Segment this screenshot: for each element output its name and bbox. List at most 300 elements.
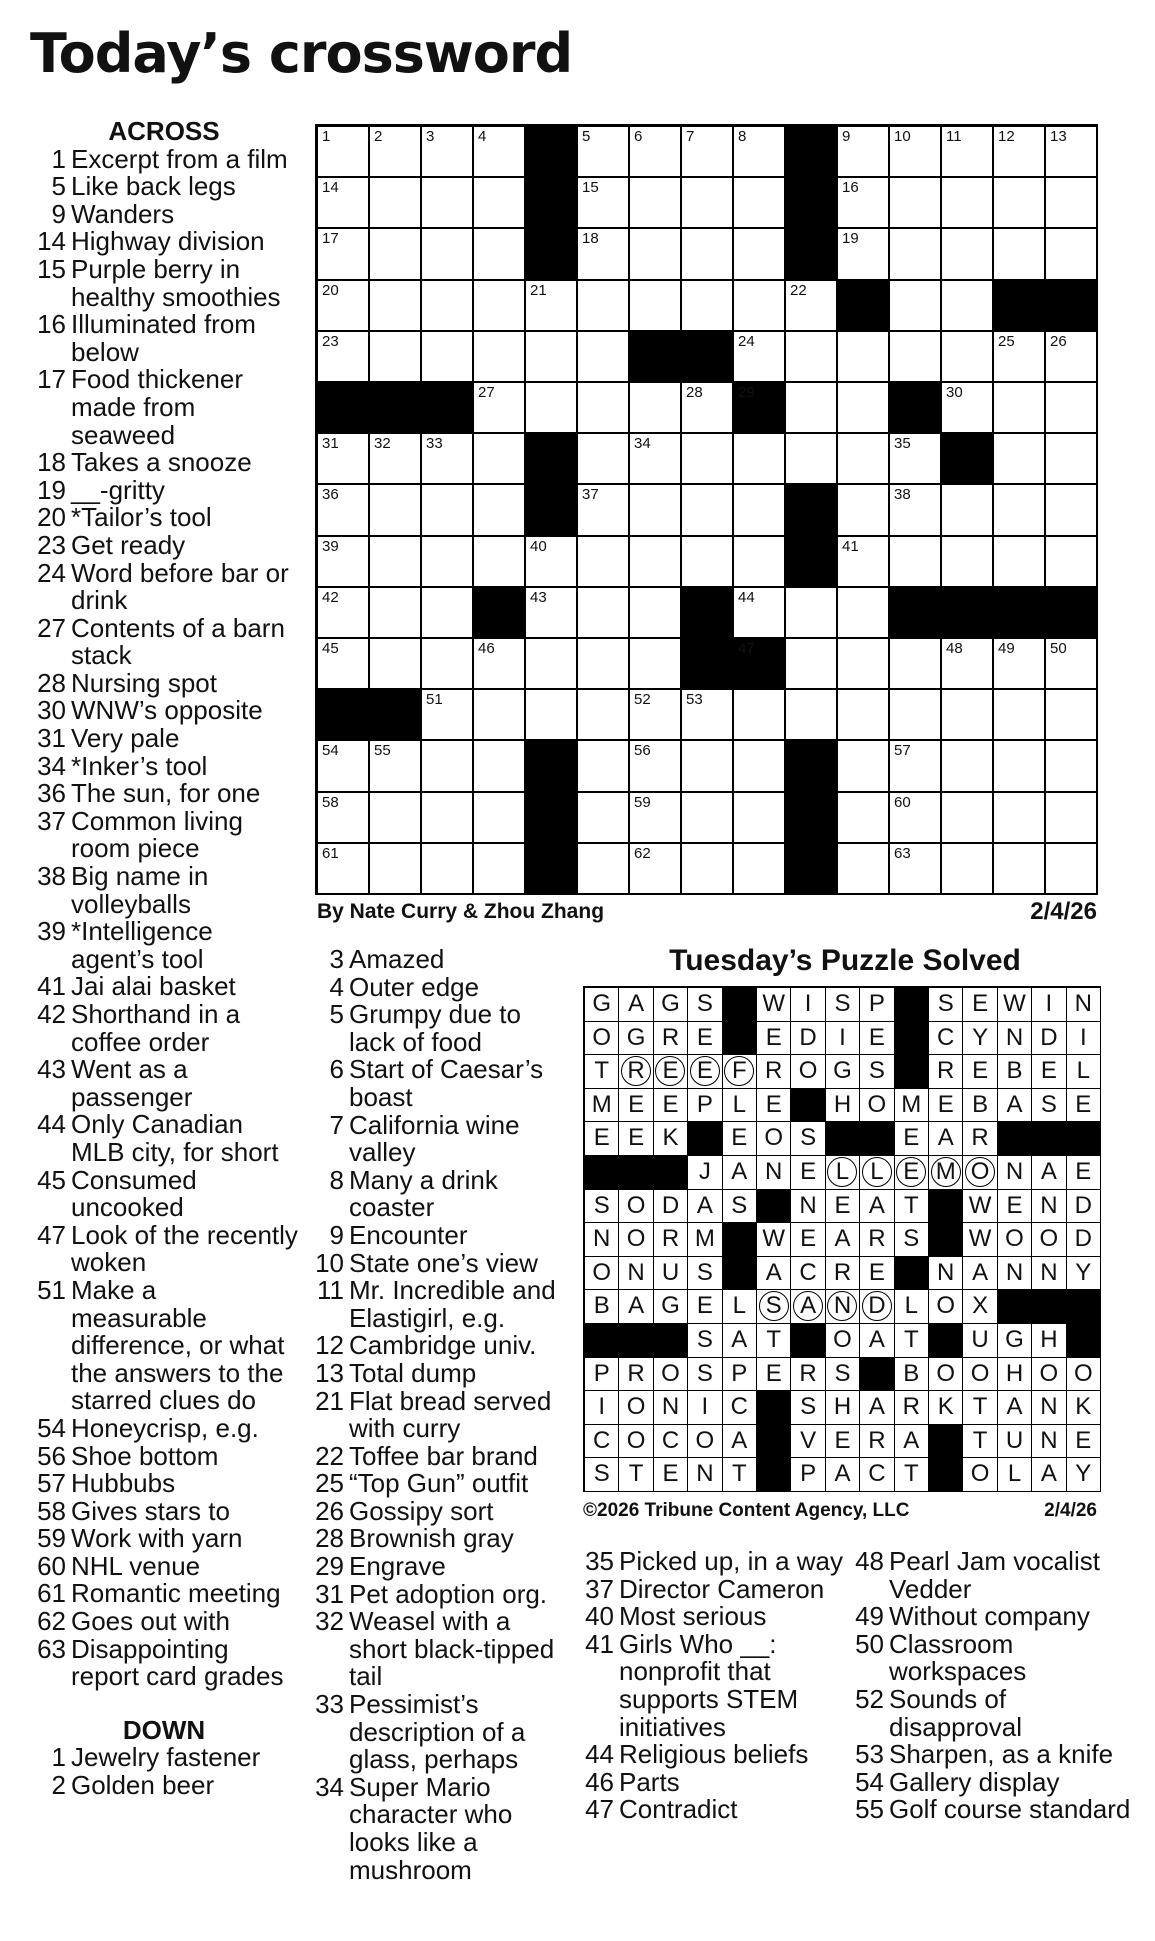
grid-cell[interactable] [994,127,1046,178]
solution-letter: U [1005,1426,1024,1454]
grid-cell[interactable] [318,434,370,485]
grid-cell[interactable] [994,229,1046,280]
grid-cell[interactable] [890,690,942,741]
solution-letter: X [972,1292,989,1320]
grid-cell[interactable] [370,537,422,588]
grid-cell[interactable] [890,281,942,332]
grid-cell[interactable] [474,332,526,383]
grid-cell[interactable] [994,793,1046,844]
grid-cell[interactable] [734,690,786,741]
grid-cell[interactable] [734,588,786,639]
solution-letter: S [903,1225,920,1253]
grid-cell[interactable] [890,332,942,383]
grid-cell[interactable] [526,537,578,588]
solution-block [654,1324,688,1358]
grid-cell[interactable] [578,434,630,485]
clue-number: 9 [329,1219,344,1250]
grid-cell[interactable] [1046,229,1098,280]
grid-cell[interactable] [630,485,682,536]
grid-cell[interactable] [994,741,1046,792]
grid-cell[interactable] [370,178,422,229]
grid-cell[interactable] [630,127,682,178]
across-clue-1 [30,143,298,174]
grid-cell[interactable] [318,127,370,178]
grid-cell[interactable] [630,741,682,792]
grid-cell[interactable] [318,537,370,588]
grid-block [890,588,942,639]
solution-cell [929,1055,963,1089]
grid-cell[interactable] [1046,639,1098,690]
grid-cell[interactable] [370,434,422,485]
grid-cell[interactable] [994,844,1046,895]
grid-cell[interactable] [630,844,682,895]
across-clue-61 [30,1580,298,1608]
solution-letter: E [662,1460,679,1488]
grid-cell[interactable] [682,281,734,332]
grid-cell[interactable] [890,485,942,536]
grid-cell[interactable] [1046,383,1098,434]
down-heading: DOWN [122,1714,206,1745]
grid-cell[interactable] [682,383,734,434]
grid-cell[interactable] [838,639,890,690]
grid-cell[interactable] [318,332,370,383]
grid-block [1046,588,1098,639]
solution-cell [688,1223,722,1257]
clue-text: California wine valley [349,1109,520,1168]
grid-cell[interactable] [838,485,890,536]
grid-cell[interactable] [682,485,734,536]
grid-block [786,127,838,178]
grid-cell[interactable] [370,588,422,639]
grid-cell[interactable] [318,793,370,844]
solution-cell [895,1324,929,1358]
solution-cell [1067,1190,1101,1224]
clue-text: Excerpt from a film [71,143,288,174]
grid-cell[interactable] [734,281,786,332]
grid-cell[interactable] [942,844,994,895]
grid-cell[interactable] [422,690,474,741]
grid-cell[interactable] [682,793,734,844]
grid-cell[interactable] [422,639,474,690]
grid-cell[interactable] [422,127,474,178]
solution-cell [998,1358,1032,1392]
across-clue-59 [30,1525,298,1553]
across-clue-31 [30,725,298,753]
grid-cell[interactable] [734,229,786,280]
grid-cell[interactable] [734,741,786,792]
grid-cell[interactable] [994,332,1046,383]
solution-letter: U [971,1326,989,1353]
grid-cell[interactable] [994,485,1046,536]
across-clue-63 [30,1633,298,1692]
grid-cell[interactable] [578,844,630,895]
solution-letter: B [903,1359,920,1387]
solution-letter: H [833,1393,852,1421]
grid-cell[interactable] [474,639,526,690]
grid-cell[interactable] [890,434,942,485]
grid-cell[interactable] [942,229,994,280]
solution-block [895,988,929,1022]
solution-cell [1032,1055,1066,1089]
grid-cell[interactable] [370,741,422,792]
grid-cell[interactable] [474,793,526,844]
clue-text: Encounter [349,1219,468,1250]
grid-cell[interactable] [318,588,370,639]
solution-cell [585,1190,619,1224]
grid-cell[interactable] [370,281,422,332]
grid-cell[interactable] [838,127,890,178]
clue-number: 3 [329,944,344,974]
grid-cell[interactable] [474,127,526,178]
solution-letter: E [972,1057,989,1085]
grid-cell[interactable] [890,793,942,844]
grid-cell[interactable] [474,537,526,588]
grid-cell[interactable] [1046,793,1098,844]
grid-cell[interactable] [838,690,890,741]
grid-cell[interactable] [838,332,890,383]
grid-cell[interactable] [578,485,630,536]
grid-cell[interactable] [838,844,890,895]
grid-cell[interactable] [942,178,994,229]
grid-cell[interactable] [474,178,526,229]
grid-cell[interactable] [630,178,682,229]
grid-cell[interactable] [630,281,682,332]
grid-cell[interactable] [578,127,630,178]
solution-letter: E [731,1124,748,1152]
across-clue-20 [30,504,298,532]
clue-text: *Tailor’s tool [71,502,212,533]
across-clue-5 [30,173,298,201]
solution-cell [963,1089,997,1123]
solution-cell [654,1290,688,1324]
grid-cell[interactable] [734,793,786,844]
grid-cell[interactable] [1046,537,1098,588]
grid-cell[interactable] [734,434,786,485]
grid-cell[interactable] [630,537,682,588]
grid-cell[interactable] [734,844,786,895]
grid-cell[interactable] [942,383,994,434]
clue-text: Honeycrisp, e.g. [71,1412,259,1443]
grid-cell[interactable] [474,383,526,434]
grid-cell[interactable] [734,537,786,588]
clue-number: 14 [37,226,66,257]
grid-cell[interactable] [422,844,474,895]
solution-cell [860,1257,894,1291]
grid-cell[interactable] [734,485,786,536]
grid-block [526,178,578,229]
grid-cell[interactable] [578,229,630,280]
clue-text: Takes a snooze [71,447,252,478]
grid-cell[interactable] [578,639,630,690]
grid-cell[interactable] [526,588,578,639]
grid-cell[interactable] [994,690,1046,741]
grid-cell[interactable] [1046,178,1098,229]
cell-number: 42 [322,588,339,606]
grid-cell[interactable] [838,178,890,229]
grid-cell[interactable] [370,793,422,844]
solution-letter: E [662,1090,679,1118]
grid-cell[interactable] [942,281,994,332]
clue-number: 20 [37,502,66,533]
grid-cell[interactable] [838,537,890,588]
grid-cell[interactable] [318,281,370,332]
grid-cell[interactable] [526,281,578,332]
grid-cell[interactable] [682,537,734,588]
grid-cell[interactable] [1046,485,1098,536]
grid-cell[interactable] [1046,844,1098,895]
grid-cell[interactable] [942,127,994,178]
grid-cell[interactable] [994,383,1046,434]
solution-cell [757,1122,791,1156]
grid-cell[interactable] [942,485,994,536]
grid-cell[interactable] [474,485,526,536]
clue-number: 30 [37,695,66,726]
grid-cell[interactable] [942,537,994,588]
grid-cell[interactable] [682,229,734,280]
grid-cell[interactable] [942,332,994,383]
grid-cell[interactable] [890,127,942,178]
grid-cell[interactable] [370,639,422,690]
grid-cell[interactable] [890,537,942,588]
grid-cell[interactable] [630,793,682,844]
grid-cell[interactable] [422,434,474,485]
clue-text: Many a drink coaster [349,1164,498,1223]
grid-cell[interactable] [578,588,630,639]
grid-cell[interactable] [578,178,630,229]
grid-cell[interactable] [578,793,630,844]
solution-letter: R [661,1225,680,1253]
grid-cell[interactable] [682,741,734,792]
down-clue-8 [308,1164,573,1223]
clue-number: 9 [51,198,66,229]
clue-number: 59 [37,1523,66,1554]
grid-cell[interactable] [942,793,994,844]
grid-cell[interactable] [630,690,682,741]
grid-cell[interactable] [422,485,474,536]
grid-cell[interactable] [422,178,474,229]
grid-cell[interactable] [578,332,630,383]
grid-cell[interactable] [526,690,578,741]
grid-cell[interactable] [474,281,526,332]
grid-cell[interactable] [630,434,682,485]
grid-cell[interactable] [682,178,734,229]
grid-cell[interactable] [578,690,630,741]
solution-letter: G [592,990,612,1017]
solution-cell [757,1358,791,1392]
solution-letter: S [696,990,713,1017]
grid-cell[interactable] [526,332,578,383]
grid-cell[interactable] [422,741,474,792]
grid-cell[interactable] [422,332,474,383]
solution-cell [826,988,860,1022]
grid-cell[interactable] [422,229,474,280]
grid-cell[interactable] [890,741,942,792]
grid-cell[interactable] [422,281,474,332]
grid-cell[interactable] [786,588,838,639]
grid-cell[interactable] [786,383,838,434]
across-clue-30 [30,697,298,725]
solution-cell [791,1257,825,1291]
clue-text: Classroom workspaces [889,1628,1027,1687]
grid-cell[interactable] [994,639,1046,690]
clue-number: 37 [585,1573,614,1604]
down-clue-48 [848,1548,1133,1603]
solution-letter: R [902,1393,920,1421]
grid-cell[interactable] [630,639,682,690]
clue-number: 22 [315,1440,344,1471]
grid-cell[interactable] [578,537,630,588]
grid-cell[interactable] [838,383,890,434]
solution-letter: G [626,1023,646,1051]
grid-cell[interactable] [474,434,526,485]
solution-block [929,1223,963,1257]
grid-cell[interactable] [786,434,838,485]
grid-cell[interactable] [1046,741,1098,792]
grid-cell[interactable] [786,281,838,332]
grid-cell[interactable] [1046,434,1098,485]
grid-cell[interactable] [1046,690,1098,741]
grid-cell[interactable] [1046,332,1098,383]
grid-cell[interactable] [578,741,630,792]
solution-cell [688,1257,722,1291]
grid-cell[interactable] [526,639,578,690]
grid-cell[interactable] [422,537,474,588]
solution-cell [1067,1458,1101,1492]
grid-cell[interactable] [318,844,370,895]
grid-cell[interactable] [682,434,734,485]
solution-letter: A [1040,1158,1057,1185]
solution-cell [723,1290,757,1324]
cell-number: 22 [790,281,807,299]
clue-text: Consumed uncooked [71,1164,197,1223]
down-clue-50 [848,1628,1133,1687]
solution-letter: B [593,1292,610,1320]
grid-cell[interactable] [370,127,422,178]
solution-cell [963,1324,997,1358]
grid-cell[interactable] [318,639,370,690]
grid-cell[interactable] [526,383,578,434]
grid-cell[interactable] [318,178,370,229]
grid-cell[interactable] [682,127,734,178]
solution-letter: E [696,1292,713,1320]
grid-cell[interactable] [994,178,1046,229]
grid-cell[interactable] [838,588,890,639]
grid-cell[interactable] [786,332,838,383]
grid-cell[interactable] [474,741,526,792]
solution-cell [963,1257,997,1291]
grid-cell[interactable] [734,332,786,383]
grid-cell[interactable] [994,434,1046,485]
grid-cell[interactable] [474,229,526,280]
solution-block [826,1122,860,1156]
solution-cell [826,1458,860,1492]
clue-number: 48 [855,1546,884,1576]
solution-letter: A [937,1124,954,1152]
grid-cell[interactable] [734,178,786,229]
clue-number: 18 [37,447,66,478]
grid-cell[interactable] [890,178,942,229]
solution-cell [654,1425,688,1459]
cell-number: 39 [322,537,339,555]
cell-number: 44 [738,588,755,606]
grid-cell[interactable] [994,537,1046,588]
grid-cell[interactable] [734,127,786,178]
grid-cell[interactable] [838,741,890,792]
clue-number: 15 [37,253,66,284]
grid-cell[interactable] [578,281,630,332]
grid-block [682,639,734,690]
cell-number: 46 [478,640,495,657]
solution-cell [791,1391,825,1425]
solution-cell [619,1089,653,1123]
solution-cell [757,1223,791,1257]
solution-cell [757,1324,791,1358]
grid-cell[interactable] [682,690,734,741]
grid-cell[interactable] [838,434,890,485]
grid-cell[interactable] [318,485,370,536]
grid-cell[interactable] [890,229,942,280]
grid-cell[interactable] [474,690,526,741]
clue-text: Make a measurable difference, or what the answers to the starred clues do [71,1274,285,1416]
solution-cell [585,1257,619,1291]
grid-cell[interactable] [838,229,890,280]
solution-letter: N [1040,1393,1058,1421]
solution-letter: W [762,1225,786,1253]
clue-text: Wanders [71,198,175,229]
solution-letter: T [766,1326,782,1353]
grid-cell[interactable] [370,229,422,280]
grid-cell[interactable] [370,332,422,383]
down-clue-12 [308,1332,573,1360]
grid-cell[interactable] [630,588,682,639]
clue-text: Picked up, in a way [619,1546,844,1576]
grid-cell[interactable] [786,639,838,690]
grid-cell[interactable] [370,485,422,536]
solution-letter: N [765,1158,783,1185]
grid-cell[interactable] [890,639,942,690]
grid-cell[interactable] [578,383,630,434]
grid-cell[interactable] [786,690,838,741]
crossword-grid [315,124,1098,895]
grid-cell[interactable] [682,844,734,895]
cell-number: 8 [738,128,747,145]
grid-cell[interactable] [630,229,682,280]
grid-cell[interactable] [942,741,994,792]
down-list-1 [30,1744,298,1799]
grid-cell[interactable] [474,844,526,895]
down-clue-28 [308,1525,573,1553]
grid-cell[interactable] [838,793,890,844]
grid-cell[interactable] [422,588,474,639]
clue-text: Jai alai basket [71,971,236,1002]
grid-cell[interactable] [318,229,370,280]
solution-cell [654,988,688,1022]
grid-cell[interactable] [370,844,422,895]
grid-cell[interactable] [942,639,994,690]
grid-cell[interactable] [630,383,682,434]
cell-number: 30 [946,384,963,401]
grid-block [942,588,994,639]
clue-text: Most serious [619,1601,767,1632]
grid-cell[interactable] [318,741,370,792]
grid-cell[interactable] [422,793,474,844]
grid-cell[interactable] [890,844,942,895]
down-clue-9 [308,1219,573,1250]
across-clue-18 [30,449,298,477]
solution-cell [688,1022,722,1056]
grid-cell[interactable] [942,690,994,741]
grid-cell[interactable] [1046,127,1098,178]
